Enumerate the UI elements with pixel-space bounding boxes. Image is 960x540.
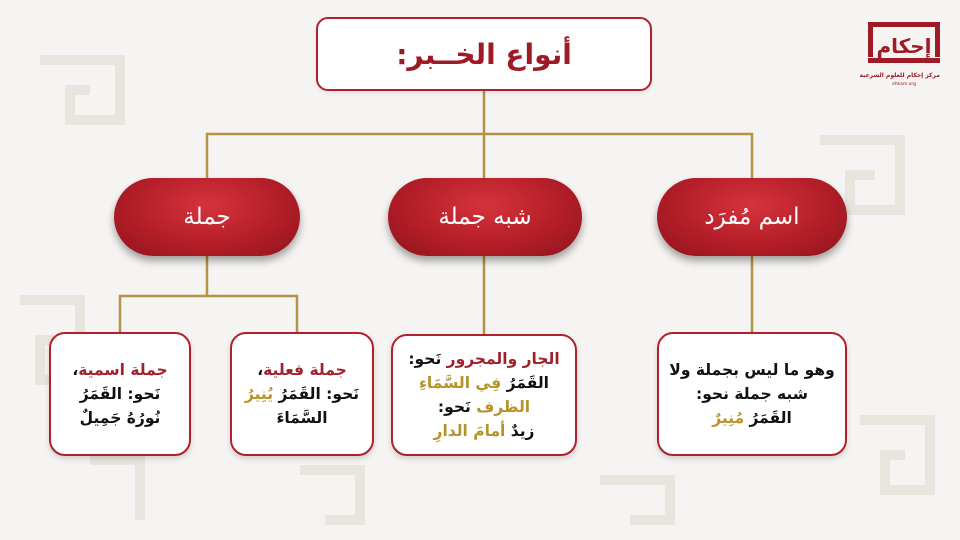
semi-prep-example-phrase: فِي السَّمَاءِ [419, 374, 502, 392]
nominal-example: نُورُهُ جَمِيلٌ [79, 409, 161, 427]
verbal-example-object: السَّمَاءَ [276, 409, 328, 427]
category-sentence-label: جملة [183, 204, 231, 230]
verbal-comma: ، [257, 361, 264, 379]
single-definition-line1: وهو ما ليس بجملة ولا [669, 361, 835, 379]
svg-text:إحكام: إحكام [876, 34, 932, 58]
category-sentence [114, 178, 300, 256]
category-semi-sentence [388, 178, 582, 256]
semi-prep-label: الجار والمجرور [446, 350, 560, 368]
semi-adverb-nahw: نَحو: [437, 398, 477, 416]
single-example-subject: القَمَرُ [744, 409, 792, 427]
nominal-example-lead: نَحو: القَمَرُ [79, 385, 161, 403]
logo-url: ehkam.org [891, 82, 917, 87]
diagram-title: أنواع الخــبر: [396, 37, 572, 71]
semi-prep-nahw: نَحو: [408, 350, 447, 368]
nominal-comma: ، [72, 361, 79, 379]
ehkam-logo [859, 22, 940, 92]
card-nominal-sentence [49, 332, 191, 456]
nominal-label: جملة اسمية [78, 361, 168, 379]
logo-subtitle: مركز إحكام للعلوم الشرعية [859, 72, 940, 79]
semi-prep-example-subject: القَمَرُ [501, 374, 549, 392]
semi-adverb-example-phrase: أمامَ الدارِ [433, 422, 506, 440]
category-single-noun-label: اسم مُفرَد [704, 204, 800, 230]
title-box [316, 17, 652, 91]
card-verbal-sentence [230, 332, 374, 456]
card-semi-sentence [391, 334, 577, 456]
semi-adverb-label: الظرف [476, 398, 531, 416]
category-semi-sentence-label: شبه جملة [438, 204, 532, 230]
semi-adverb-example-subject: زيدٌ [505, 422, 535, 440]
card-single-noun [657, 332, 847, 456]
verbal-label: جملة فعلية [263, 361, 347, 379]
single-example-predicate: مُنِيرٌ [712, 409, 745, 427]
category-single-noun [657, 178, 847, 256]
logo-mark-icon [868, 22, 940, 68]
verbal-example-lead: نَحو: القَمَرُ [273, 385, 360, 403]
verbal-example-verb: يُنِيرُ [244, 385, 274, 403]
single-definition-line2: شبه جملة نحو: [696, 385, 808, 403]
